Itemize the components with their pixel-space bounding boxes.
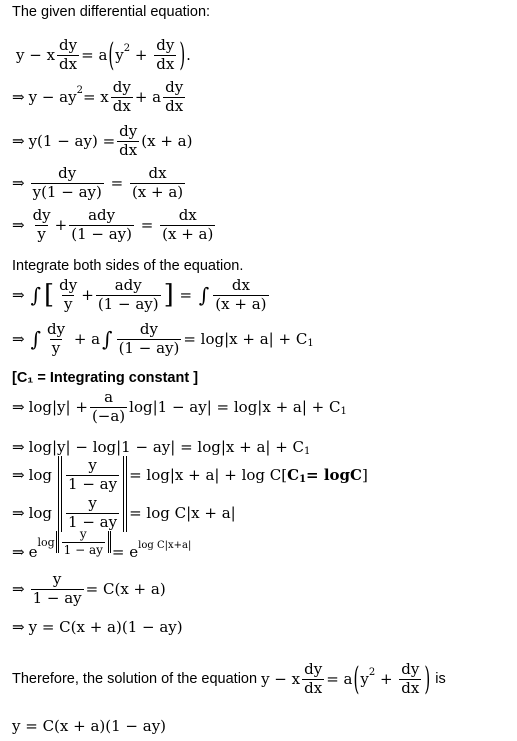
equation-given: y − x $\frac{dy}{dx}$ = a ( y 2 + $\frac{dy}{dx}$ ) . [16,36,191,75]
equation-step-7: ⇒ ∫ $\frac{dy}{y}$ + a ∫ $\frac{dy}{(1 - ay)}$ = log|x + a| + C 1 [12,320,314,357]
integrate-note: Integrate both sides of the equation. [12,258,244,274]
constant-note: [C₁ = Integrating constant ] [12,370,199,386]
equation-step-4: ⇒ $\frac{dy}{y(1 - ay)}$ = $\frac{dx}{(x + a)}$ [12,164,184,201]
equation-step-2: ⇒ y − ay 2 = x $\frac{dy}{dx}$ + a $\frac{dy}{dx}$ [12,78,184,115]
equation-step-5: ⇒ $\frac{dy}{y}$ + $\frac{\text{ady}}{(1 - ay)}$ = $\frac{dx}{(x + a)}$ [12,206,214,243]
conclusion-line: Therefore, the solution of the equation y − x $\frac{dy}{dx}$ = a ( y 2 + $\frac{dy}{dx}$ ) is [12,660,446,699]
fraction-dy-dx: $\frac{dy}{dx}$ [59,36,78,73]
final-answer: y = C(x + a)(1 − ay) [12,717,167,735]
equation-step-13: ⇒ $\frac{y}{1 - ay}$ = C(x + a) [12,570,166,607]
equation-step-3: ⇒ y(1 − ay) = $\frac{dy}{dx}$ (x + a) [12,122,193,159]
equation-step-12: ⇒ e log $\frac{y}{1 - ay}$ = e log C|x+a| [12,527,192,562]
equation-integral: ⇒ ∫ [ $\frac{dy}{y}$ + $\frac{\text{ady}}{(1 - ay)}$ ] = ∫ $\frac{dx}{(x + a)}$ [12,276,267,313]
equation-step-9: ⇒ log|y| − log|1 − ay| = log|x + a| + C 1 [12,438,311,457]
equation-step-10: ⇒ log $\frac{y}{1 - ay}$ = log|x + a| + log C[ C 1 = log C ] [12,455,368,493]
equation-step-14: ⇒ y = C(x + a)(1 − ay) [12,618,183,636]
fraction-dy-dx: $\frac{dy}{dx}$ [156,36,175,73]
equation-step-11: ⇒ log $\frac{y}{1 - ay}$ = log C|x + a| [12,493,236,531]
equation-step-8: ⇒ log|y| + $\frac{a}{(-a)}$ log|1 − ay| = log|x + a| + C 1 [12,388,347,425]
intro-text: The given differential equation: [12,4,211,20]
